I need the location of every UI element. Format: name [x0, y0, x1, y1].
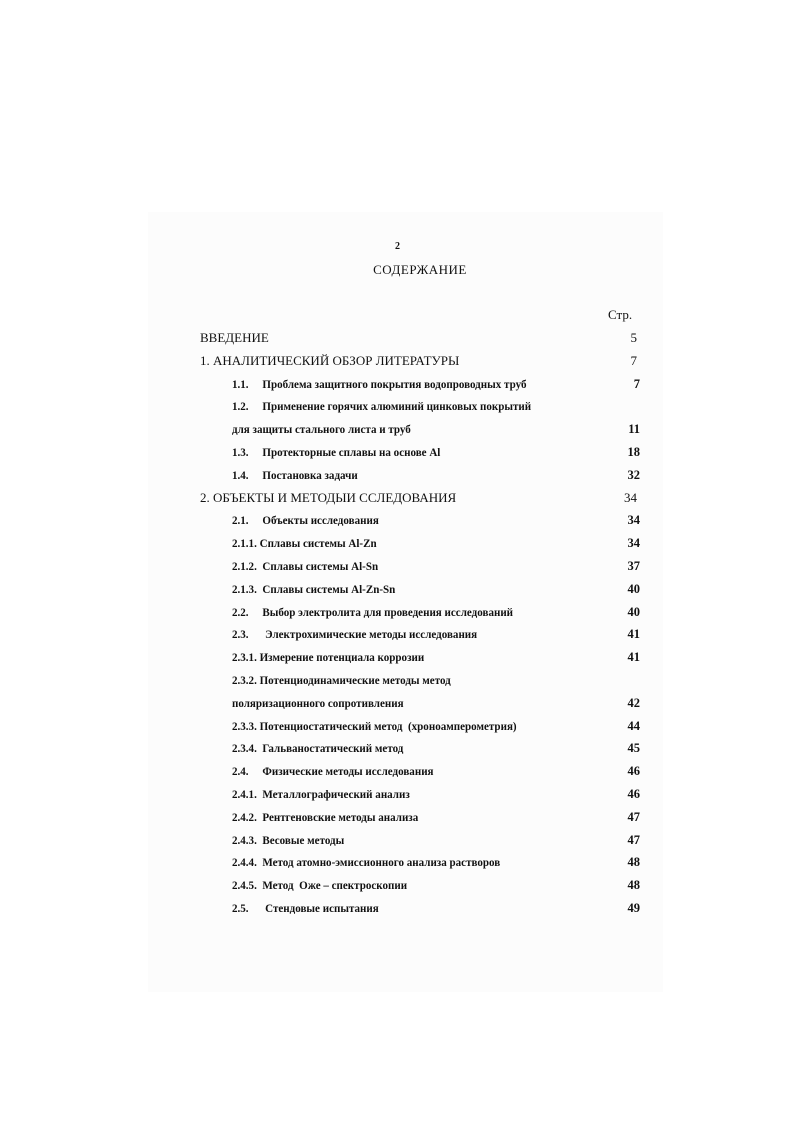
toc-entry-page: 48: [627, 878, 640, 893]
toc-entry: [0, 510, 795, 530]
toc-entry-page: 34: [624, 489, 637, 505]
toc-entry: [0, 807, 795, 827]
toc-entry: [0, 419, 795, 439]
toc-entry-page: 47: [627, 832, 640, 847]
toc-entry: [0, 875, 795, 895]
toc-entry-title: 2.1.3. Сплавы системы Al-Zn-Sn: [232, 581, 396, 596]
toc-entry-page: 46: [627, 787, 640, 801]
page-number: 2: [395, 241, 400, 252]
toc-entry-title: 2.2. Выбор электролита для проведения исследований: [232, 604, 514, 619]
toc-entry: [0, 693, 795, 713]
toc-entry-title: для защиты стального листа и труб: [232, 422, 411, 437]
toc-entry-page: 7: [630, 352, 637, 368]
toc-entry-title: 2.3. Электрохимические методы исследования: [232, 627, 478, 642]
toc-entry-page: 49: [627, 901, 640, 915]
toc-entry: [0, 533, 795, 553]
toc-entry: [0, 761, 795, 781]
toc-entry-page: 48: [627, 855, 640, 870]
toc-entry: [0, 465, 795, 485]
toc-entry: [0, 442, 795, 462]
toc-entry-page: 34: [627, 513, 640, 528]
toc-entry-page: 44: [627, 718, 640, 733]
toc-entry: [0, 328, 795, 348]
page-column-label: Стр.: [608, 307, 633, 322]
toc-entry-page: 41: [627, 650, 640, 665]
toc-entry-page: 32: [627, 467, 640, 482]
toc-entry-title: 2.4.5. Метод Оже – спектроскопии: [232, 878, 408, 893]
toc-entry-title: 2.3.4. Гальваностатический метод: [232, 741, 404, 756]
toc-entry: [0, 830, 795, 850]
toc-entry: [0, 396, 795, 416]
toc-entry-page: 34: [627, 536, 640, 551]
toc-entry-title: 2.3.1. Измерение потенциала коррозии: [232, 650, 425, 665]
toc-entry-title: ВВЕДЕНИЕ: [200, 330, 269, 345]
toc-entry-page: 45: [627, 741, 640, 756]
toc-entry-title: 1.1. Проблема защитного покрытия водопроводных труб: [232, 376, 527, 391]
toc-entry: [0, 647, 795, 667]
toc-entry-page: 42: [627, 695, 640, 710]
toc-entry: [0, 374, 795, 394]
toc-entry-page: 46: [627, 764, 640, 779]
toc-entry: [0, 898, 795, 918]
toc-entry-title: 2.5. Стендовые испытания: [232, 901, 379, 915]
toc-entry-title: 2.4.1. Металлографический анализ: [232, 787, 410, 801]
toc-entry-title: 2.1.1. Сплавы системы Al-Zn: [232, 536, 377, 551]
toc-entry-title: 1. АНАЛИТИЧЕСКИЙ ОБЗОР ЛИТЕРАТУРЫ: [200, 352, 460, 368]
toc-entry-page: 18: [627, 445, 640, 459]
toc-entry-title: 2.4. Физические методы исследования: [232, 764, 434, 779]
toc-entry-title: 2.1.2. Сплавы системы Al-Sn: [232, 559, 379, 573]
toc-entry-title: 2.1. Объекты исследования: [232, 513, 379, 528]
toc-entry-page: 40: [627, 604, 640, 619]
toc-entry-page: 5: [630, 330, 637, 345]
toc-entry: [0, 488, 795, 508]
toc-entry-title: 2.3.2. Потенциодинамические методы метод: [232, 673, 451, 687]
toc-entry: [0, 670, 795, 690]
toc-entry-title: 2. ОБЪЕКТЫ И МЕТОДЫИ СCЛЕДОВАНИЯ: [200, 489, 457, 505]
toc-entry-title: поляризационного сопротивления: [232, 695, 404, 710]
toc-entry: [0, 602, 795, 622]
toc-entry-page: 47: [627, 809, 640, 824]
toc-entry-title: 2.4.3. Весовые методы: [232, 832, 345, 847]
toc-entry: [0, 852, 795, 872]
document-title: СОДЕРЖАНИЕ: [373, 262, 467, 277]
toc-entry: [0, 579, 795, 599]
toc-entry: [0, 784, 795, 804]
toc-entry-title: 2.4.4. Метод атомно-эмиссионного анализа растворов: [232, 855, 501, 870]
toc-entry-title: 2.3.3. Потенциостатический метод (хроноамперометрия): [232, 718, 517, 733]
toc-entry-page: 11: [628, 422, 640, 437]
toc-entry-title: 1.4. Постановка задачи: [232, 467, 358, 482]
toc-entry-title: 1.3. Протекторные сплавы на основе Al: [232, 445, 441, 459]
toc-entry: [0, 556, 795, 576]
toc-entry: [0, 738, 795, 758]
toc-entry: [0, 624, 795, 644]
toc-entry-title: 2.4.2. Рентгеновские методы анализа: [232, 809, 419, 824]
toc-entry: [0, 716, 795, 736]
toc-entry-page: 41: [627, 627, 640, 642]
toc-entry-page: 7: [633, 376, 640, 391]
toc-entry-page: 37: [627, 559, 640, 573]
toc-entry: [0, 351, 795, 371]
toc-entry-title: 1.2. Применение горячих алюминий цинковых покрытий: [232, 399, 532, 414]
toc-entry-page: 40: [627, 581, 640, 596]
